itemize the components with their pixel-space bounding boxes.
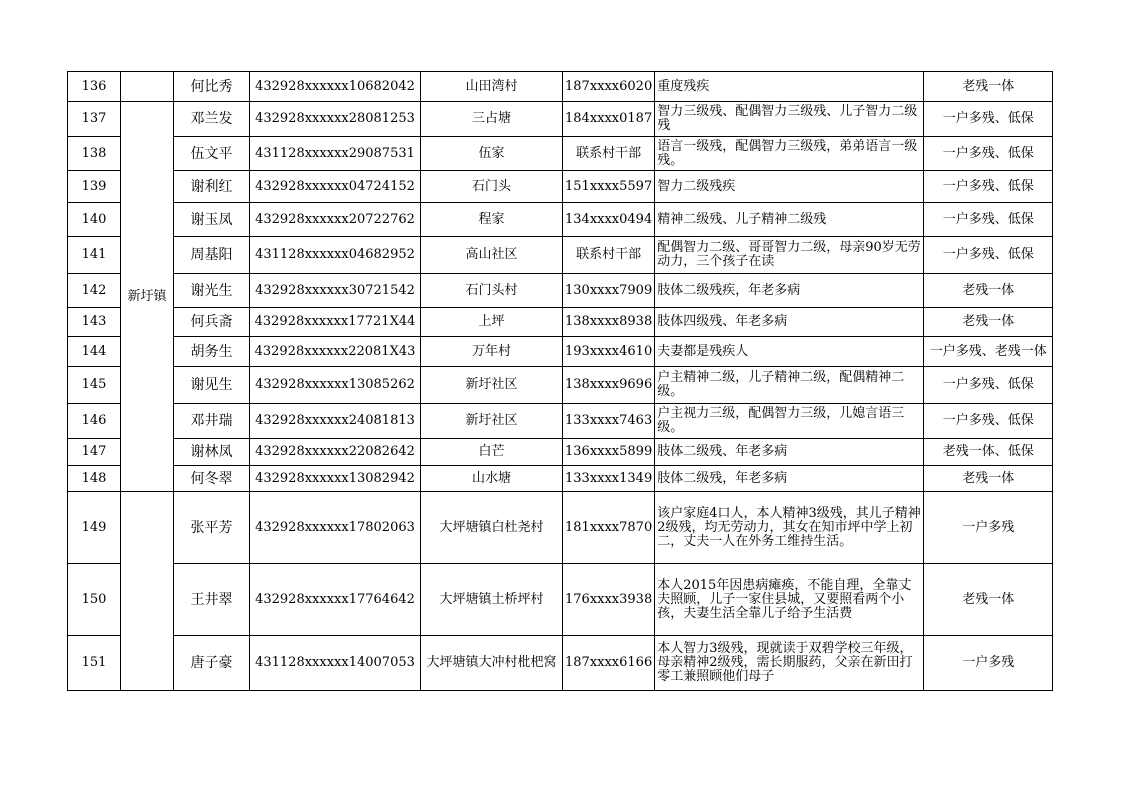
- cell-desc: 智力二级残疾: [655, 171, 924, 203]
- cell-id: 432928xxxxxx13085262: [250, 367, 421, 404]
- cell-type: 老残一体: [924, 72, 1053, 102]
- cell-id: 431128xxxxxx14007053: [250, 636, 421, 691]
- cell-phone: 176xxxx3938: [563, 564, 655, 636]
- table-row: [68, 564, 1053, 636]
- cell-desc: 本人2015年因患病瘫痪，不能自理，全靠丈夫照顾，儿子一家住县城，又要照看两个小孩，夫妻生活全靠儿子给予生活费: [655, 564, 924, 636]
- cell-village: 上坪: [421, 308, 563, 337]
- cell-type: 一户多残: [924, 636, 1053, 691]
- cell-phone: 联系村干部: [563, 237, 655, 274]
- cell-no: 146: [68, 404, 121, 439]
- cell-name: 谢见生: [174, 367, 250, 404]
- cell-phone: 133xxxx1349: [563, 466, 655, 492]
- table-row: [68, 404, 1053, 439]
- cell-village: 大坪塘镇土桥坪村: [421, 564, 563, 636]
- table-row: [68, 439, 1053, 466]
- cell-no: 137: [68, 102, 121, 137]
- cell-id: 432928xxxxxx22081X43: [250, 337, 421, 367]
- cell-desc: 重度残疾: [655, 72, 924, 102]
- cell-id: 432928xxxxxx28081253: [250, 102, 421, 137]
- cell-no: 138: [68, 137, 121, 171]
- cell-id: 432928xxxxxx20722762: [250, 203, 421, 237]
- cell-village: 伍家: [421, 137, 563, 171]
- cell-desc: 语言一级残，配偶智力三级残，弟弟语言一级残。: [655, 137, 924, 171]
- cell-type: 老残一体: [924, 308, 1053, 337]
- cell-name: 何比秀: [174, 72, 250, 102]
- cell-no: 150: [68, 564, 121, 636]
- cell-id: 432928xxxxxx17802063: [250, 492, 421, 564]
- cell-id: 432928xxxxxx24081813: [250, 404, 421, 439]
- table-row: [68, 636, 1053, 691]
- table-row: [68, 492, 1053, 564]
- cell-phone: 151xxxx5597: [563, 171, 655, 203]
- cell-village: 万年村: [421, 337, 563, 367]
- cell-desc: 该户家庭4口人，本人精神3级残，其儿子精神2级残，均无劳动力，其女在知市坪中学上初二，丈夫一人在外务工维持生活。: [655, 492, 924, 564]
- cell-desc: 本人智力3级残，现就读于双碧学校三年级，母亲精神2级残，需长期服药，父亲在新田打零工兼照顾他们母子: [655, 636, 924, 691]
- cell-phone: 187xxxx6020: [563, 72, 655, 102]
- cell-name: 王井翠: [174, 564, 250, 636]
- cell-no: 147: [68, 439, 121, 466]
- table-row: [68, 308, 1053, 337]
- cell-name: 胡务生: [174, 337, 250, 367]
- cell-name: 邓井瑞: [174, 404, 250, 439]
- cell-village: 大坪塘镇白杜尧村: [421, 492, 563, 564]
- cell-village: 石门头村: [421, 274, 563, 308]
- cell-no: 151: [68, 636, 121, 691]
- town-cell-empty: [121, 72, 174, 102]
- cell-desc: 智力三级残、配偶智力三级残、儿子智力二级残: [655, 102, 924, 137]
- cell-name: 何兵斋: [174, 308, 250, 337]
- cell-id: 432928xxxxxx04724152: [250, 171, 421, 203]
- cell-id: 431128xxxxxx04682952: [250, 237, 421, 274]
- table-row: [68, 274, 1053, 308]
- cell-desc: 肢体二级残疾，年老多病: [655, 274, 924, 308]
- cell-name: 周基阳: [174, 237, 250, 274]
- cell-phone: 133xxxx7463: [563, 404, 655, 439]
- cell-type: 老残一体、低保: [924, 439, 1053, 466]
- cell-village: 山田湾村: [421, 72, 563, 102]
- cell-name: 邓兰发: [174, 102, 250, 137]
- cell-desc: 肢体二级残、年老多病: [655, 439, 924, 466]
- cell-no: 142: [68, 274, 121, 308]
- cell-name: 张平芳: [174, 492, 250, 564]
- cell-name: 伍文平: [174, 137, 250, 171]
- cell-phone: 134xxxx0494: [563, 203, 655, 237]
- cell-name: 谢光生: [174, 274, 250, 308]
- cell-id: 432928xxxxxx30721542: [250, 274, 421, 308]
- cell-type: 一户多残: [924, 492, 1053, 564]
- cell-id: 432928xxxxxx22082642: [250, 439, 421, 466]
- table-row: [68, 466, 1053, 492]
- cell-village: 新圩社区: [421, 404, 563, 439]
- cell-type: 老残一体: [924, 466, 1053, 492]
- cell-village: 石门头: [421, 171, 563, 203]
- cell-village: 高山社区: [421, 237, 563, 274]
- cell-phone: 联系村干部: [563, 137, 655, 171]
- table-row: [68, 102, 1053, 137]
- table-row: [68, 72, 1053, 102]
- cell-no: 139: [68, 171, 121, 203]
- cell-type: 一户多残、低保: [924, 171, 1053, 203]
- cell-village: 山水塘: [421, 466, 563, 492]
- cell-type: 一户多残、低保: [924, 102, 1053, 137]
- cell-id: 431128xxxxxx29087531: [250, 137, 421, 171]
- cell-phone: 136xxxx5899: [563, 439, 655, 466]
- cell-phone: 184xxxx0187: [563, 102, 655, 137]
- cell-village: 白芒: [421, 439, 563, 466]
- cell-type: 一户多残、低保: [924, 203, 1053, 237]
- cell-desc: 户主精神二级，儿子精神二级，配偶精神二级。: [655, 367, 924, 404]
- cell-phone: 138xxxx9696: [563, 367, 655, 404]
- cell-no: 144: [68, 337, 121, 367]
- cell-phone: 181xxxx7870: [563, 492, 655, 564]
- cell-id: 432928xxxxxx17764642: [250, 564, 421, 636]
- table-row: [68, 203, 1053, 237]
- cell-type: 老残一体: [924, 274, 1053, 308]
- cell-type: 一户多残、低保: [924, 237, 1053, 274]
- cell-type: 一户多残、低保: [924, 367, 1053, 404]
- cell-name: 谢利红: [174, 171, 250, 203]
- cell-phone: 130xxxx7909: [563, 274, 655, 308]
- cell-desc: 精神二级残、儿子精神二级残: [655, 203, 924, 237]
- town-cell: 新圩镇: [121, 102, 174, 492]
- cell-no: 141: [68, 237, 121, 274]
- cell-no: 143: [68, 308, 121, 337]
- cell-desc: 配偶智力二级、哥哥智力二级，母亲90岁无劳动力，三个孩子在读: [655, 237, 924, 274]
- cell-id: 432928xxxxxx10682042: [250, 72, 421, 102]
- cell-village: 新圩社区: [421, 367, 563, 404]
- disability-table: [67, 71, 1053, 691]
- town-cell-empty: [121, 492, 174, 691]
- table-row: [68, 237, 1053, 274]
- cell-desc: 肢体二级残，年老多病: [655, 466, 924, 492]
- cell-id: 432928xxxxxx13082942: [250, 466, 421, 492]
- cell-no: 140: [68, 203, 121, 237]
- cell-phone: 187xxxx6166: [563, 636, 655, 691]
- table-row: [68, 337, 1053, 367]
- cell-id: 432928xxxxxx17721X44: [250, 308, 421, 337]
- cell-no: 136: [68, 72, 121, 102]
- cell-phone: 138xxxx8938: [563, 308, 655, 337]
- cell-desc: 夫妻都是残疾人: [655, 337, 924, 367]
- cell-name: 唐子豪: [174, 636, 250, 691]
- table-row: [68, 367, 1053, 404]
- cell-village: 大坪塘镇大冲村枇杷窝: [421, 636, 563, 691]
- cell-no: 149: [68, 492, 121, 564]
- cell-type: 一户多残、低保: [924, 404, 1053, 439]
- cell-desc: 肢体四级残、年老多病: [655, 308, 924, 337]
- cell-no: 148: [68, 466, 121, 492]
- table-row: [68, 171, 1053, 203]
- cell-name: 谢玉凤: [174, 203, 250, 237]
- cell-type: 一户多残、老残一体: [924, 337, 1053, 367]
- cell-name: 何冬翠: [174, 466, 250, 492]
- cell-desc: 户主视力三级，配偶智力三级，儿媳言语三级。: [655, 404, 924, 439]
- cell-village: 程家: [421, 203, 563, 237]
- cell-type: 一户多残、低保: [924, 137, 1053, 171]
- table-row: [68, 137, 1053, 171]
- cell-phone: 193xxxx4610: [563, 337, 655, 367]
- cell-no: 145: [68, 367, 121, 404]
- cell-type: 老残一体: [924, 564, 1053, 636]
- cell-name: 谢林凤: [174, 439, 250, 466]
- cell-village: 三占塘: [421, 102, 563, 137]
